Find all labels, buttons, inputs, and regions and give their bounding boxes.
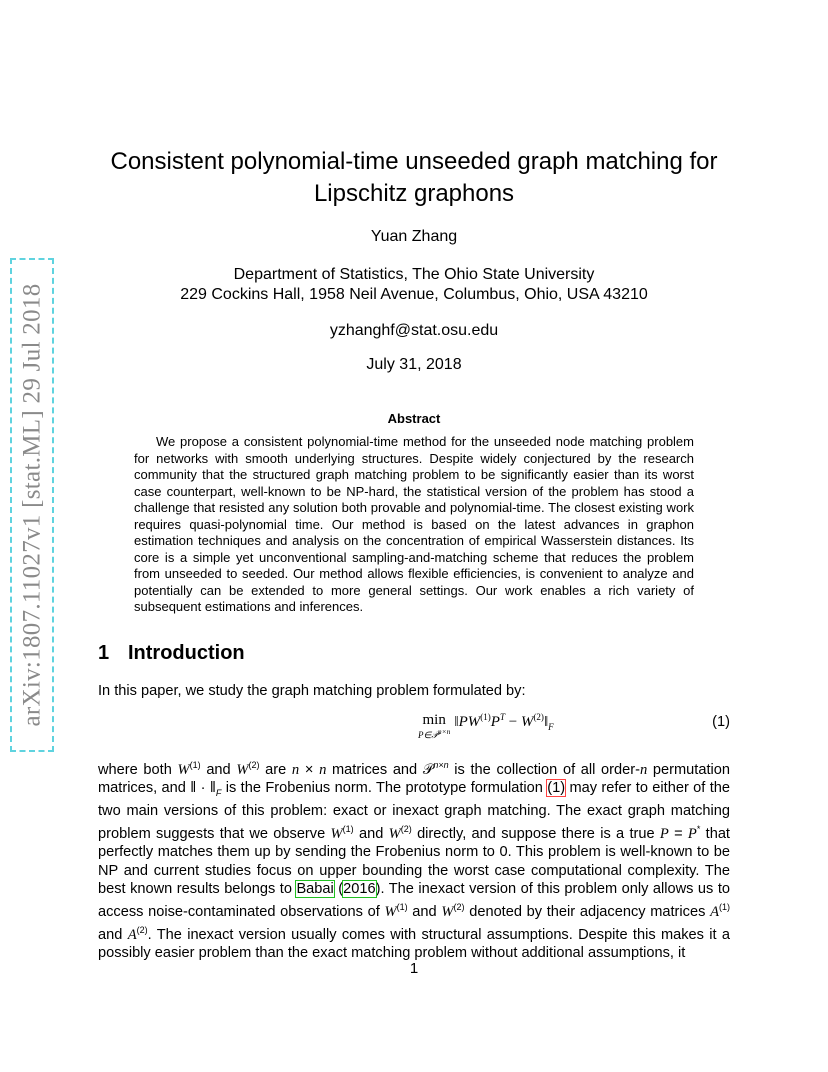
equation-body: min P∈𝒫$^{n\times n}$ $‖PW^{(1)}P^T$ − $W^{(2)}‖_F$ [418,712,554,740]
intro-paragraph-2: where both $W^{(1)}$ and $W^{(2)}$ are n × n matrices and 𝒫$^{n\times n}$ is the collection of all order-n permutation matrices, and ‖ · $‖_F$ is the Frobenius norm. The prototype formulation (1) may refer to either of the two main versions of this problem: exact or inexact graph matching. The exact graph matching problem suggests that we observe $W^{(1)}$ and $W^{(2)}$ directly, and suppose there is a true P = P* that perfectly matches them up by sending the Frobenius norm to 0. This problem is well-known to be NP and current studies focus on upper bounding the worst case computational complexity. The best known results belongs to Babai (2016). The inexact version of this problem only allows us to access noise-contaminated observations of $W^{(1)}$ and $W^{(2)}$ denoted by their adjacency matrices $A^{(1)}$ and $A^{(2)}$. The inexact version usually comes with structural assumptions. Despite this makes it a possibly easier problem than the exact matching problem without additional assumptions, it [98,760,730,962]
equation-1 [98,710,730,744]
equation-reference-link[interactable]: (1) [547,780,566,797]
section-heading [98,642,245,665]
paper-date: July 31, 2018 [366,356,462,373]
intro-paragraph-1: In this paper, we study the graph matching problem formulated by: [98,683,526,699]
abstract-heading: Abstract [387,411,441,426]
affiliation-line-1: Department of Statistics, The Ohio State University [233,266,595,283]
section-title: Introduction [128,642,245,664]
author-name: Yuan Zhang [370,228,458,245]
abstract-text: We propose a consistent polynomial-time method for the unseeded node matching problem for networks with smooth underlying structures. Despite widely conjectured by the research community that the structured graph matching problem to be significantly easier than its worst case counterpart, well-known to be NP-hard, the statistical version of the problem has stood a challenge that resisted any solution both provable and polynomial-time. The closest existing work requires quasi-polynomial time. Our method is based on the latest advances in graphon estimation techniques and analysis on the concentration of empirical Wasserstein distances. Its core is a simple yet unconventional sampling-and-matching scheme that reduces the problem from unseeded to seeded. Our method allows flexible efficiencies, is convenient to analyze and potentially can be extended to more general settings. Our work enables a rich variety of subsequent estimations and inferences. [134,434,694,614]
affiliation-line-2: 229 Cockins Hall, 1958 Neil Avenue, Columbus, Ohio, USA 43210 [180,286,648,303]
equation-number: (1) [712,714,730,730]
citation-year-link[interactable]: 2016 [343,880,376,897]
arxiv-identifier-stamp [12,260,52,750]
section-number: 1 [98,642,110,664]
paper-title: Consistent polynomial-time unseeded graph matching for Lipschitz graphons [110,148,718,207]
arxiv-id-text: arXiv:1807.11027v1 [stat.ML] 29 Jul 2018 [18,283,46,727]
citation-author-link[interactable]: Babai [296,880,334,897]
author-affiliation [100,265,728,305]
page-number: 1 [409,960,419,977]
author-email: yzhanghf@stat.osu.edu [329,322,499,339]
